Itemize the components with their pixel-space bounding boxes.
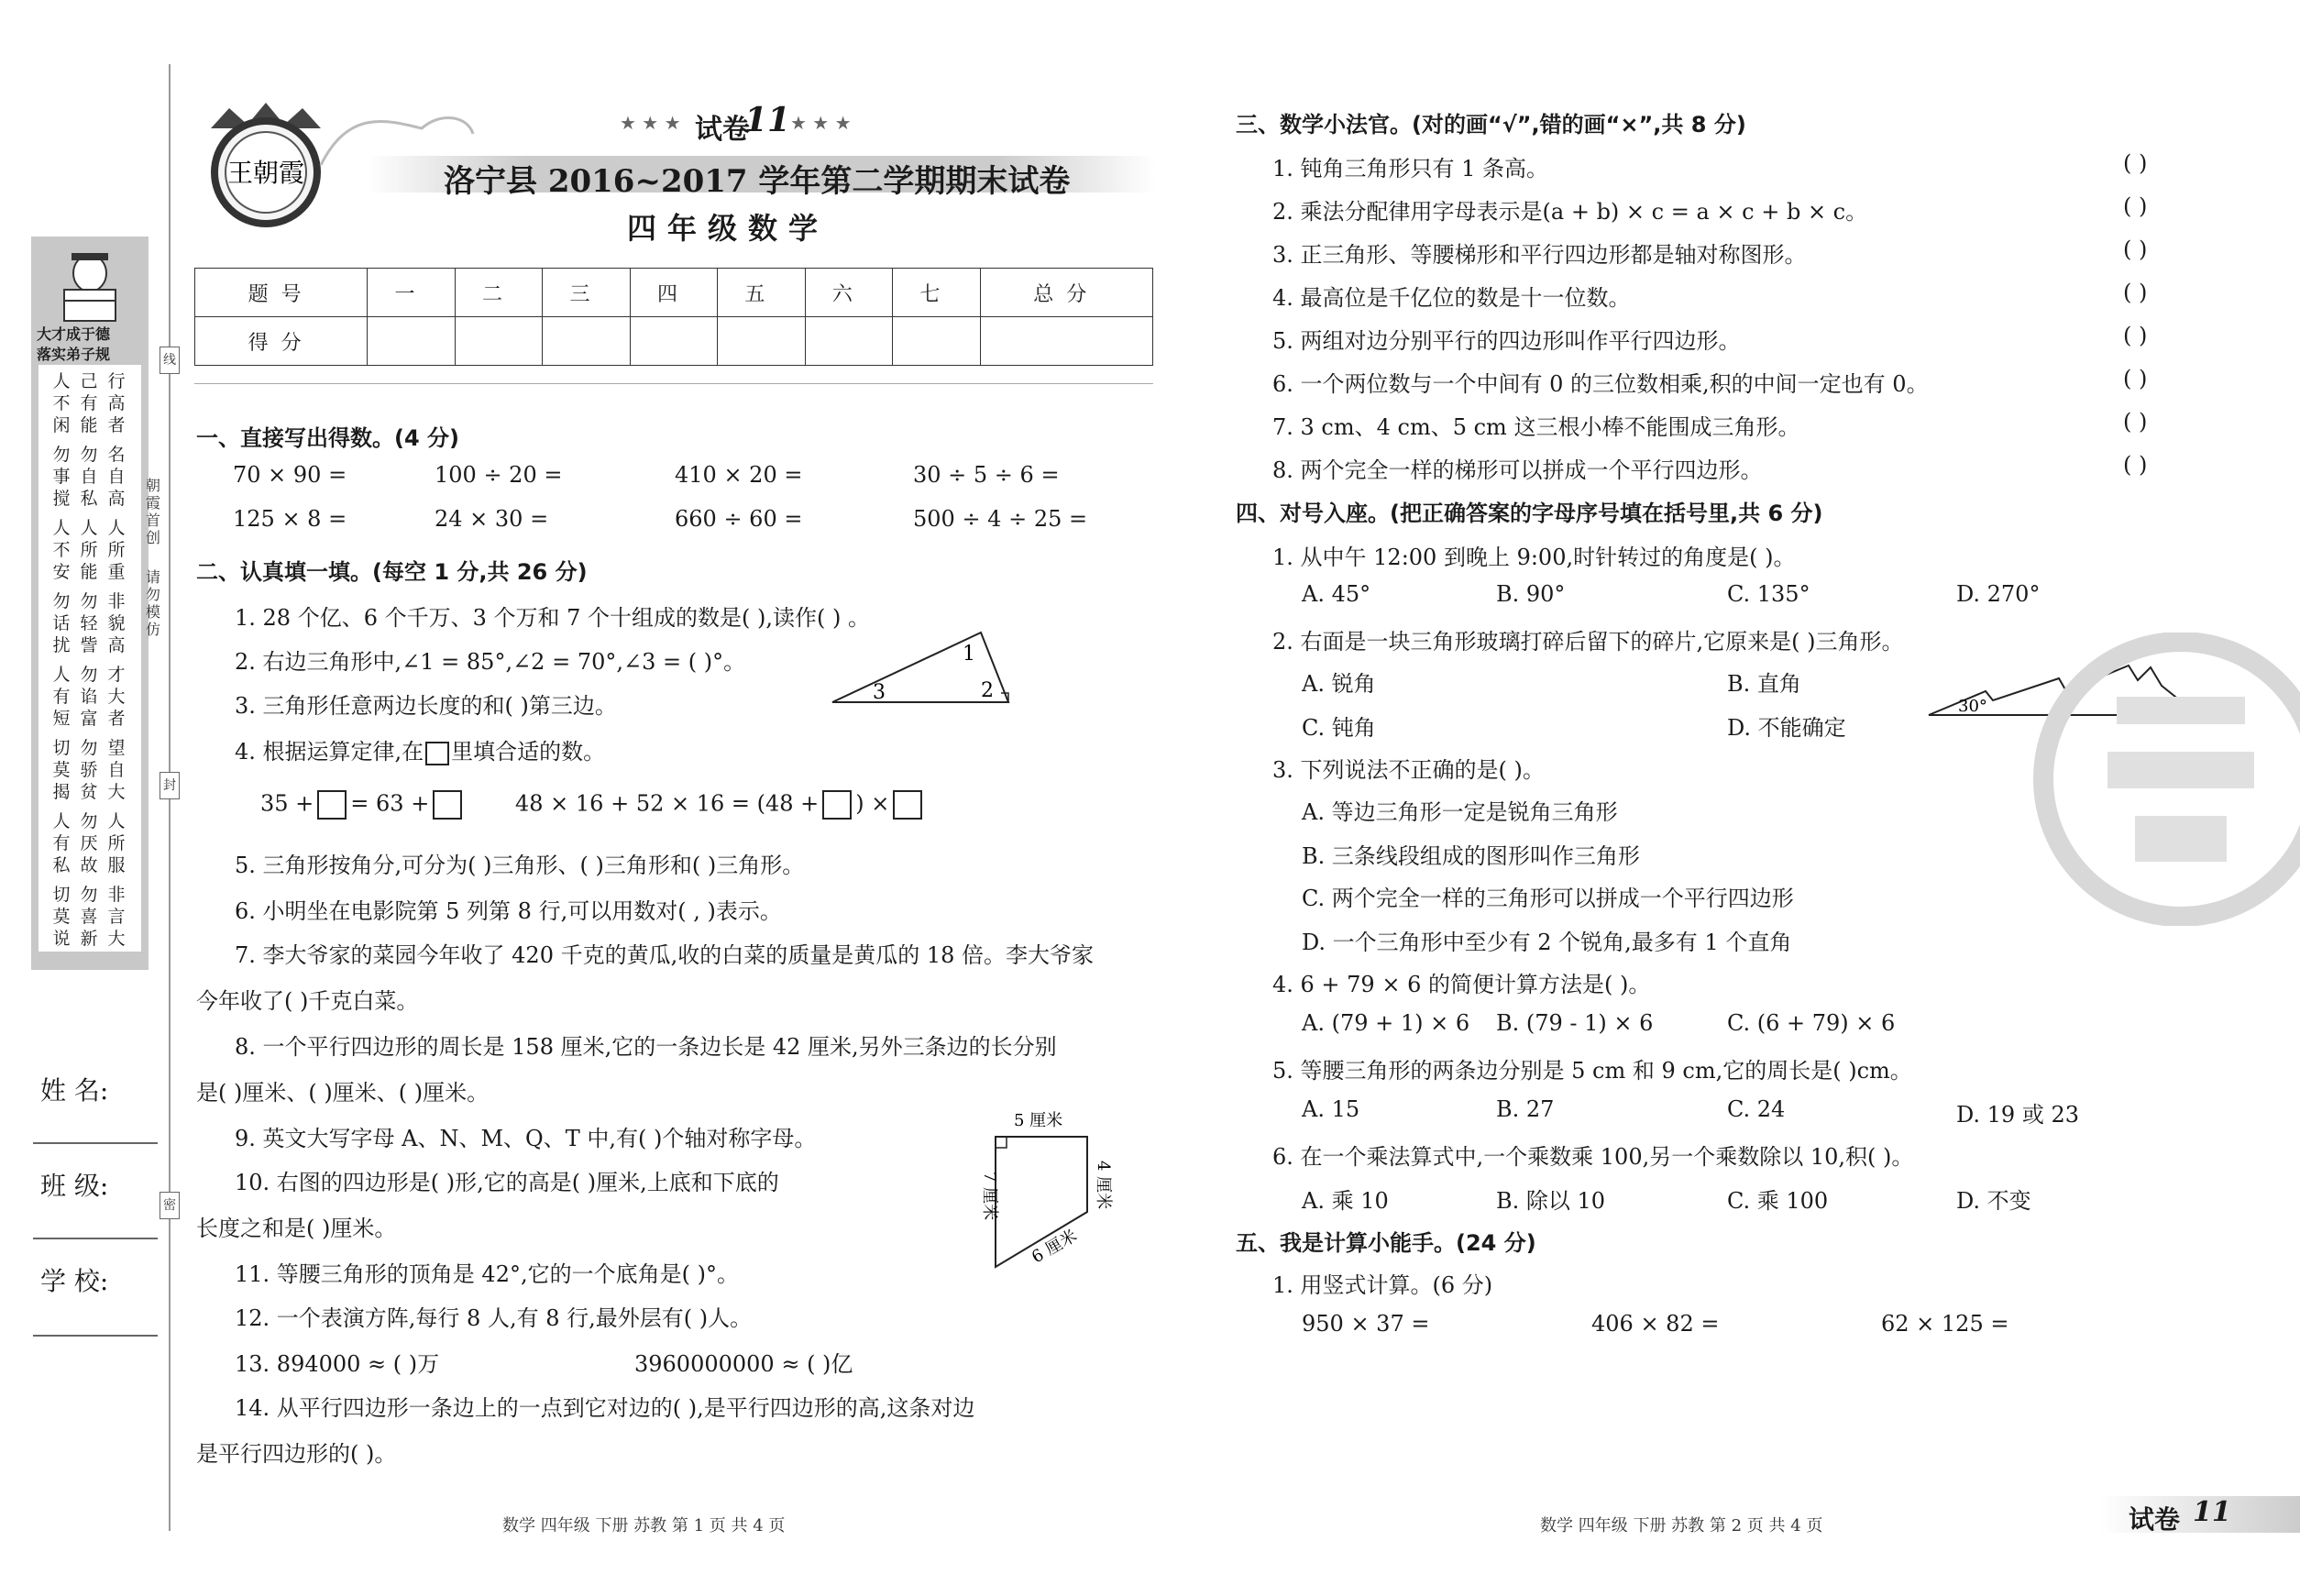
mental-math-item: 410 × 20 = — [675, 462, 803, 488]
answer-box[interactable] — [317, 790, 347, 820]
score-header-cell: 二 — [455, 269, 542, 317]
mental-math-item: 100 ÷ 20 = — [435, 462, 563, 488]
mental-math-item: 660 ÷ 60 = — [675, 506, 803, 532]
slogan-1: 大才成于德 — [37, 325, 111, 343]
judge-item: 6. 一个两位数与一个中间有 0 的三位数相乘,积的中间一定也有 0。 — [1272, 371, 1929, 397]
mental-math-item: 500 ÷ 4 ÷ 25 = — [913, 506, 1088, 532]
score-header-cell: 五 — [718, 269, 805, 317]
class-label: 班 级: — [40, 1171, 109, 1201]
score-value-row — [195, 317, 1153, 366]
s2-q10a: 10. 右图的四边形是( )形,它的高是( )厘米,上底和下底的 — [235, 1170, 779, 1195]
judge-item: 3. 正三角形、等腰梯形和平行四边形都是轴对称图形。 — [1272, 242, 1807, 268]
footer-tag: 试卷 — [2129, 1504, 2181, 1535]
seal-line: 线 — [160, 347, 180, 374]
motto-text: 勿话扰 — [52, 591, 71, 655]
s2-q10b: 长度之和是( )厘米。 — [196, 1216, 397, 1241]
judge-item: 4. 最高位是千亿位的数是十一位数。 — [1272, 285, 1631, 311]
footer-tag-number: 11 — [2193, 1496, 2231, 1528]
s2-heading: 二、认真填一填。(每空 1 分,共 26 分) — [196, 559, 588, 585]
score-input-cell[interactable] — [718, 317, 805, 366]
score-header-cell: 六 — [805, 269, 892, 317]
mental-math-item: 125 × 8 = — [233, 506, 347, 532]
s5-item-3: 62 × 125 = — [1881, 1311, 2009, 1337]
judge-item: 8. 两个完全一样的梯形可以拼成一个平行四边形。 — [1272, 457, 1763, 483]
seal-seal: 封 — [160, 772, 180, 799]
motto-text: 勿轻訾 — [80, 591, 98, 655]
answer-box[interactable] — [822, 790, 852, 820]
expr1-b: = 63 + — [350, 790, 430, 817]
s4-q4: 4. 6 + 79 × 6 的简便计算方法是( )。 — [1272, 972, 1651, 997]
mental-math-item: 24 × 30 = — [435, 506, 549, 532]
mental-math-item: 70 × 90 = — [233, 462, 347, 488]
series-number: 11 — [744, 101, 791, 139]
school-label: 学 校: — [40, 1266, 109, 1296]
s2-q7b: 今年收了( )千克白菜。 — [196, 988, 419, 1014]
answer-box[interactable] — [893, 790, 922, 820]
trap-top-label: 5 厘米 — [1014, 1111, 1063, 1130]
s4-q5: 5. 等腰三角形的两条边分别是 5 cm 和 9 cm,它的周长是( )cm。 — [1272, 1058, 1912, 1084]
motto-text: 勿事搅 — [52, 445, 71, 509]
s4-q2-B: B. 直角 — [1727, 671, 1801, 697]
class-field[interactable] — [33, 1238, 158, 1239]
s4-q4-A: A. (79 + 1) × 6 — [1302, 1010, 1470, 1036]
s4-q2-A: A. 锐角 — [1302, 671, 1376, 697]
score-header-cell: 四 — [630, 269, 717, 317]
option-q5o-1: B. 27 — [1496, 1096, 1555, 1122]
judge-bracket[interactable]: ( ) — [2123, 237, 2148, 262]
option-q6o-3: D. 不变 — [1956, 1188, 2031, 1214]
q4-text-a: 4. 根据运算定律,在 — [235, 739, 424, 765]
trapezoid-figure — [963, 1100, 1128, 1283]
s5-item-1: 950 × 37 = — [1302, 1311, 1430, 1337]
s4-q3-A: A. 等边三角形一定是锐角三角形 — [1302, 799, 1618, 825]
option-q6o-2: C. 乘 100 — [1727, 1188, 1829, 1214]
vertical-note-a: 朝霞首创 — [145, 477, 160, 546]
motto-text: 人所重 — [107, 518, 126, 582]
s4-q2-C: C. 钝角 — [1302, 715, 1376, 741]
option-q5o-2: C. 24 — [1727, 1096, 1786, 1122]
footer-right: 数学 四年级 下册 苏教 第 2 页 共 4 页 — [1540, 1516, 1823, 1535]
motto-text: 才大者 — [107, 665, 126, 729]
expr2-b: ) × — [855, 790, 890, 817]
score-row-label: 得分 — [195, 317, 368, 366]
trap-right-label: 4 厘米 — [1094, 1161, 1113, 1210]
angle-2-label: 2 — [981, 679, 994, 702]
motto-text: 人不闲 — [52, 371, 71, 435]
answer-box[interactable] — [433, 790, 462, 820]
name-field[interactable] — [33, 1142, 158, 1144]
judge-bracket[interactable]: ( ) — [2123, 280, 2148, 305]
score-header-cell: 题号 — [195, 269, 368, 317]
motto-text: 勿厌故 — [80, 811, 98, 875]
motto-text: 勿谄富 — [80, 665, 98, 729]
option-q1o-0: A. 45° — [1302, 581, 1371, 607]
s2-q9: 9. 英文大写字母 A、N、M、Q、T 中,有( )个轴对称字母。 — [235, 1126, 817, 1151]
motto-text: 切莫说 — [52, 885, 71, 949]
motto-text: 人所能 — [80, 518, 98, 582]
score-input-cell[interactable] — [980, 317, 1152, 366]
judge-item: 1. 钝角三角形只有 1 条高。 — [1272, 156, 1549, 182]
logo-text: 王朝霞 — [226, 158, 305, 188]
score-input-cell[interactable] — [368, 317, 455, 366]
scholar-icon — [31, 246, 149, 328]
s4-q3-C: C. 两个完全一样的三角形可以拼成一个平行四边形 — [1302, 886, 1794, 911]
school-field[interactable] — [33, 1335, 158, 1337]
series-label: 试卷 — [695, 114, 750, 146]
s2-q2: 2. 右边三角形中,∠1 = 85°,∠2 = 70°,∠3 = ( )°。 — [235, 649, 746, 675]
judge-item: 7. 3 cm、4 cm、5 cm 这三根小棒不能围成三角形。 — [1272, 414, 1800, 440]
s2-q11: 11. 等腰三角形的顶角是 42°,它的一个底角是( )°。 — [235, 1261, 739, 1287]
motto-text: 勿自私 — [80, 445, 98, 509]
s2-q7a: 7. 李大爷家的菜园今年收了 420 千克的黄瓜,收的白菜的质量是黄瓜的 18 倍。李大爷家 — [235, 942, 1095, 968]
seal-secret: 密 — [160, 1192, 180, 1219]
s4-q3-B: B. 三条线段组成的图形叫作三角形 — [1302, 843, 1640, 869]
stars-left: ★ ★ ★ — [620, 112, 681, 134]
judge-bracket[interactable]: ( ) — [2123, 323, 2148, 348]
score-input-cell[interactable] — [455, 317, 542, 366]
motto-text: 切莫揭 — [52, 738, 71, 802]
vertical-note-b: 请勿模仿 — [145, 568, 160, 638]
option-q1o-3: D. 270° — [1956, 581, 2041, 607]
answer-box[interactable] — [425, 742, 449, 765]
option-q5o-0: A. 15 — [1302, 1096, 1360, 1122]
angle-3-label: 3 — [873, 681, 886, 704]
s1-heading: 一、直接写出得数。(4 分) — [196, 425, 459, 451]
s5-item-2: 406 × 82 = — [1591, 1311, 1720, 1337]
footer-left: 数学 四年级 下册 苏教 第 1 页 共 4 页 — [502, 1516, 786, 1535]
score-input-cell[interactable] — [893, 317, 980, 366]
motto-text: 人有短 — [52, 665, 71, 729]
score-header-cell: 三 — [543, 269, 630, 317]
s2-q5: 5. 三角形按角分,可分为( )三角形、( )三角形和( )三角形。 — [235, 853, 805, 878]
score-table — [194, 268, 1153, 366]
s4-q6: 6. 在一个乘法算式中,一个乘数乘 100,另一个乘数除以 10,积( )。 — [1272, 1144, 1914, 1170]
option-q6o-0: A. 乘 10 — [1302, 1188, 1389, 1214]
motto-text: 己有能 — [80, 371, 98, 435]
motto-text: 名自高 — [107, 445, 126, 509]
s4-heading: 四、对号入座。(把正确答案的字母序号填在括号里,共 6 分) — [1236, 501, 1823, 526]
motto-text: 勿骄贫 — [80, 738, 98, 802]
s2-q13a: 13. 894000 ≈ ( )万 — [235, 1351, 440, 1377]
judge-bracket[interactable]: ( ) — [2123, 150, 2148, 176]
s2-q4 — [235, 733, 605, 765]
score-input-cell[interactable] — [805, 317, 892, 366]
s4-q2: 2. 右面是一块三角形玻璃打碎后留下的碎片,它原来是( )三角形。 — [1272, 629, 1904, 655]
option-q1o-1: B. 90° — [1496, 581, 1566, 607]
judge-bracket[interactable]: ( ) — [2123, 452, 2148, 478]
motto-text: 人有私 — [52, 811, 71, 875]
divider — [194, 383, 1153, 384]
score-input-cell[interactable] — [543, 317, 630, 366]
s4-q4-C: C. (6 + 79) × 6 — [1727, 1010, 1896, 1036]
trap-slant-label: 6 厘米 — [1029, 1226, 1081, 1268]
judge-item: 2. 乘法分配律用字母表示是(a + b) × c = a × c + b × c。 — [1272, 199, 1868, 225]
s2-q1: 1. 28 个亿、6 个千万、3 个万和 7 个十组成的数是( ),读作( ) 。 — [235, 605, 870, 631]
motto-text: 勿喜新 — [80, 885, 98, 949]
triangle-figure — [825, 623, 1027, 715]
motto-text: 人不安 — [52, 518, 71, 582]
judge-bracket[interactable]: ( ) — [2123, 409, 2148, 435]
option-q6o-1: B. 除以 10 — [1496, 1188, 1606, 1214]
s4-q3: 3. 下列说法不正确的是( )。 — [1272, 757, 1545, 783]
expr1-a: 35 + — [260, 790, 314, 817]
s4-q3-D: D. 一个三角形中至少有 2 个锐角,最多有 1 个直角 — [1302, 930, 1792, 955]
motto-text: 人所服 — [107, 811, 126, 875]
s2-q12: 12. 一个表演方阵,每行 8 人,有 8 行,最外层有( )人。 — [235, 1305, 753, 1331]
judge-bracket[interactable]: ( ) — [2123, 366, 2148, 391]
s5-heading: 五、我是计算小能手。(24 分) — [1236, 1230, 1536, 1256]
secret-watermark-icon — [2025, 633, 2300, 926]
slogan-2: 落实弟子规 — [37, 346, 111, 363]
angle-30-label: 30° — [1958, 697, 1987, 716]
score-header-cell: 一 — [368, 269, 455, 317]
s4-q2-D: D. 不能确定 — [1727, 715, 1846, 741]
s5-sub: 1. 用竖式计算。(6 分) — [1272, 1272, 1493, 1298]
stars-right: ★ ★ ★ — [790, 112, 852, 134]
score-input-cell[interactable] — [630, 317, 717, 366]
angle-1-label: 1 — [963, 643, 975, 666]
s2-q14a: 14. 从平行四边形一条边上的一点到它对边的( ),是平行四边形的高,这条对边 — [235, 1395, 975, 1421]
motto-text: 非貌高 — [107, 591, 126, 655]
score-header-row — [195, 269, 1153, 317]
judge-bracket[interactable]: ( ) — [2123, 193, 2148, 219]
s2-q4-expr1 — [260, 790, 466, 820]
motto-text: 非言大 — [107, 885, 126, 949]
q4-text-b: 里填合适的数。 — [451, 739, 606, 765]
expr2-a: 48 × 16 + 52 × 16 = (48 + — [515, 790, 820, 817]
subject-title: 四年级数学 — [627, 211, 830, 246]
option-q5o-3: D. 19 或 23 — [1956, 1102, 2079, 1128]
score-header-cell: 七 — [893, 269, 980, 317]
option-q1o-2: C. 135° — [1727, 581, 1810, 607]
s3-heading: 三、数学小法官。(对的画“√”,错的画“×”,共 8 分) — [1236, 112, 1746, 138]
exam-title: 洛宁县 2016~2017 学年第二学期期末试卷 — [444, 163, 1071, 200]
s2-q14b: 是平行四边形的( )。 — [196, 1441, 397, 1467]
s2-q6: 6. 小明坐在电影院第 5 列第 8 行,可以用数对( , )表示。 — [235, 898, 782, 924]
score-header-cell: 总分 — [980, 269, 1152, 317]
s4-q1: 1. 从中午 12:00 到晚上 9:00,时针转过的角度是( )。 — [1272, 545, 1796, 570]
s2-q4-expr2 — [515, 790, 926, 820]
s2-q8b: 是( )厘米、( )厘米、( )厘米。 — [196, 1080, 490, 1106]
s2-q13b: 3960000000 ≈ ( )亿 — [634, 1351, 853, 1377]
motto-text: 行高者 — [107, 371, 126, 435]
s2-q3: 3. 三角形任意两边长度的和( )第三边。 — [235, 693, 617, 719]
mental-math-item: 30 ÷ 5 ÷ 6 = — [913, 462, 1060, 488]
s2-q8a: 8. 一个平行四边形的周长是 158 厘米,它的一条边长是 42 厘米,另外三条边的长分别 — [235, 1034, 1057, 1060]
s4-q4-B: B. (79 - 1) × 6 — [1496, 1010, 1654, 1036]
trap-left-label: 7 厘米 — [980, 1172, 999, 1221]
name-label: 姓 名: — [40, 1075, 109, 1106]
judge-item: 5. 两组对边分别平行的四边形叫作平行四边形。 — [1272, 328, 1741, 354]
motto-text: 望自大 — [107, 738, 126, 802]
